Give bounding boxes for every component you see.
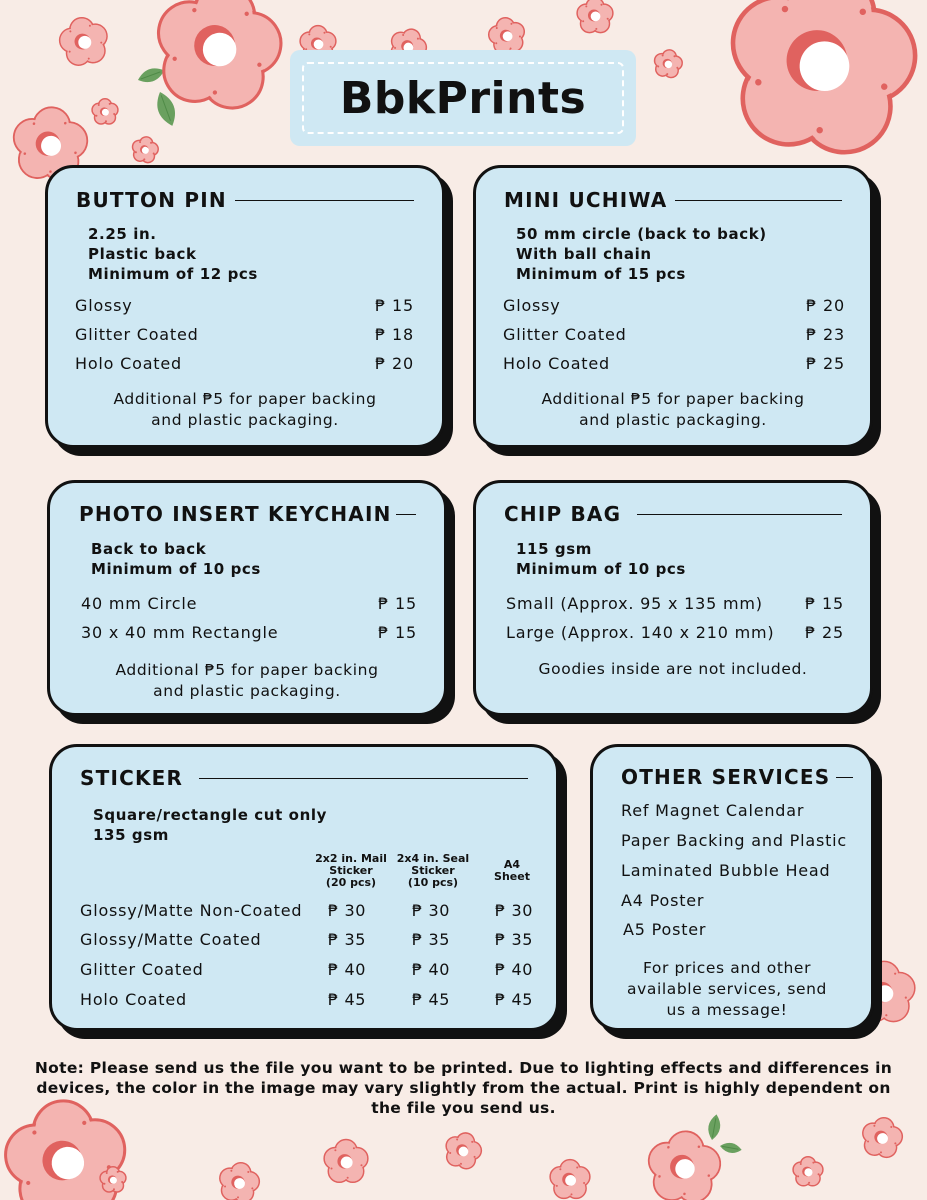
card-title: OTHER SERVICES	[621, 765, 831, 789]
row-price: ₱ 35	[327, 930, 367, 949]
card-note	[60, 660, 434, 702]
card-info	[93, 805, 327, 845]
flower-icon	[56, 14, 111, 68]
title-rule	[396, 514, 416, 515]
item-label: 30 x 40 mm Rectangle	[81, 623, 279, 642]
service-item: A5 Poster	[623, 920, 707, 939]
item-label: Glossy	[75, 296, 133, 315]
item-price: ₱ 20	[806, 296, 845, 315]
info-line: Minimum of 10 pcs	[516, 560, 686, 578]
info-line: Minimum of 10 pcs	[91, 560, 261, 578]
row-price: ₱ 45	[327, 990, 367, 1009]
info-line: Plastic back	[88, 245, 197, 263]
row-price: ₱ 45	[494, 990, 534, 1009]
price-row	[75, 325, 414, 344]
title-banner	[290, 50, 636, 146]
service-item: A4 Poster	[621, 891, 705, 910]
flower-icon	[92, 99, 118, 124]
price-row	[503, 325, 845, 344]
info-line: 50 mm circle (back to back)	[516, 225, 767, 243]
header-line: 2x4 in. Seal	[396, 852, 470, 865]
flower-icon	[793, 1157, 823, 1186]
price-row	[503, 354, 845, 373]
row-label: Glossy/Matte Coated	[80, 930, 262, 949]
card-title: CHIP BAG	[504, 502, 622, 526]
footer-note: Note: Please send us the file you want to be printed. Due to lighting effects and differences in devices, the color in the image may vary slightly from the actual. Print is highly dependent on the file you send us.	[34, 1059, 893, 1117]
note-line: Additional ₱5 for paper backing	[115, 661, 379, 679]
flower-icon	[441, 1129, 485, 1172]
row-price: ₱ 30	[411, 901, 451, 920]
sticker-card	[49, 744, 559, 1031]
item-price: ₱ 15	[805, 594, 844, 613]
row-price: ₱ 35	[494, 930, 534, 949]
other-services-card	[590, 744, 874, 1031]
note-line: Additional ₱5 for paper backing	[541, 390, 805, 408]
title-rule	[836, 777, 853, 778]
button-pin-card	[45, 165, 445, 448]
note-line: and plastic packaging.	[151, 411, 339, 429]
item-price: ₱ 20	[375, 354, 414, 373]
card-note	[58, 389, 432, 431]
row-label: Glitter Coated	[80, 960, 204, 979]
header-line: Sheet	[494, 870, 530, 883]
title-rule	[675, 200, 842, 201]
item-label: Glitter Coated	[503, 325, 627, 344]
card-info	[516, 224, 767, 284]
flower-icon	[216, 1159, 262, 1200]
card-info	[516, 539, 686, 579]
info-line: Square/rectangle cut only	[93, 806, 327, 824]
flower-icon	[645, 1128, 722, 1200]
info-line: Minimum of 15 pcs	[516, 265, 686, 283]
price-row	[75, 296, 414, 315]
page-title: BbkPrints	[339, 72, 587, 124]
row-price: ₱ 40	[327, 960, 367, 979]
item-label: Glitter Coated	[75, 325, 199, 344]
row-label: Holo Coated	[80, 990, 187, 1009]
row-price: ₱ 35	[411, 930, 451, 949]
price-row	[81, 623, 417, 642]
info-line: Back to back	[91, 540, 207, 558]
chip-bag-card	[473, 480, 873, 716]
service-item: Laminated Bubble Head	[621, 861, 831, 880]
column-header	[467, 859, 557, 883]
flower-icon	[130, 135, 160, 164]
row-price: ₱ 45	[411, 990, 451, 1009]
card-title: PHOTO INSERT KEYCHAIN	[79, 502, 392, 526]
mini-uchiwa-card	[473, 165, 873, 448]
item-price: ₱ 15	[378, 623, 417, 642]
flower-icon	[324, 1140, 368, 1183]
card-info	[88, 224, 258, 284]
title-rule	[235, 200, 414, 201]
note-line: Goodies inside are not included.	[538, 660, 808, 678]
card-note	[613, 958, 841, 1021]
title-rule	[199, 778, 528, 779]
card-note	[486, 659, 860, 680]
row-price: ₱ 30	[327, 901, 367, 920]
info-line: 115 gsm	[516, 540, 593, 558]
item-label: Glossy	[503, 296, 561, 315]
header-line: (10 pcs)	[407, 876, 459, 889]
keychain-card	[47, 480, 447, 716]
item-price: ₱ 18	[375, 325, 414, 344]
row-price: ₱ 30	[494, 901, 534, 920]
leaf-icon	[136, 65, 167, 86]
note-line: us a message!	[666, 1001, 788, 1019]
info-line: 135 gsm	[93, 826, 170, 844]
flower-icon	[859, 1114, 905, 1159]
header-line: (20 pcs)	[325, 876, 377, 889]
flower-icon	[652, 48, 684, 80]
flower-icon	[720, 0, 926, 161]
note-line: and plastic packaging.	[153, 682, 341, 700]
price-row	[506, 623, 844, 642]
card-note	[486, 389, 860, 431]
card-title: BUTTON PIN	[76, 188, 227, 212]
header-line: 2x2 in. Mail	[315, 852, 387, 865]
flower-icon	[147, 0, 289, 115]
info-line: 2.25 in.	[88, 225, 157, 243]
item-label: Holo Coated	[75, 354, 182, 373]
info-line: With ball chain	[516, 245, 652, 263]
item-price: ₱ 15	[375, 296, 414, 315]
column-header	[388, 853, 478, 889]
item-label: Holo Coated	[503, 354, 610, 373]
item-label: 40 mm Circle	[81, 594, 198, 613]
item-label: Large (Approx. 140 x 210 mm)	[506, 623, 775, 642]
header-line: Sticker	[329, 864, 373, 877]
item-price: ₱ 25	[805, 623, 844, 642]
card-title: MINI UCHIWA	[504, 188, 668, 212]
column-header	[306, 853, 396, 889]
item-price: ₱ 15	[378, 594, 417, 613]
title-rule	[637, 514, 842, 515]
row-price: ₱ 40	[494, 960, 534, 979]
note-line: For prices and other	[642, 959, 812, 977]
leaf-icon	[719, 1141, 742, 1155]
card-title: STICKER	[80, 766, 184, 790]
service-item: Ref Magnet Calendar	[621, 801, 805, 820]
row-price: ₱ 40	[411, 960, 451, 979]
header-line: Sticker	[411, 864, 455, 877]
row-label: Glossy/Matte Non-Coated	[80, 901, 303, 920]
info-line: Minimum of 12 pcs	[88, 265, 258, 283]
service-item: Paper Backing and Plastic	[621, 831, 848, 850]
flower-icon	[577, 0, 613, 33]
card-info	[91, 539, 261, 579]
price-row	[81, 594, 417, 613]
header-line: A4	[503, 858, 521, 871]
item-label: Small (Approx. 95 x 135 mm)	[506, 594, 763, 613]
flower-icon	[550, 1160, 590, 1199]
item-price: ₱ 23	[806, 325, 845, 344]
item-price: ₱ 25	[806, 354, 845, 373]
price-row	[75, 354, 414, 373]
note-line: available services, send	[626, 980, 827, 998]
price-row	[506, 594, 844, 613]
note-line: and plastic packaging.	[579, 411, 767, 429]
price-row	[503, 296, 845, 315]
note-line: Additional ₱5 for paper backing	[113, 390, 377, 408]
